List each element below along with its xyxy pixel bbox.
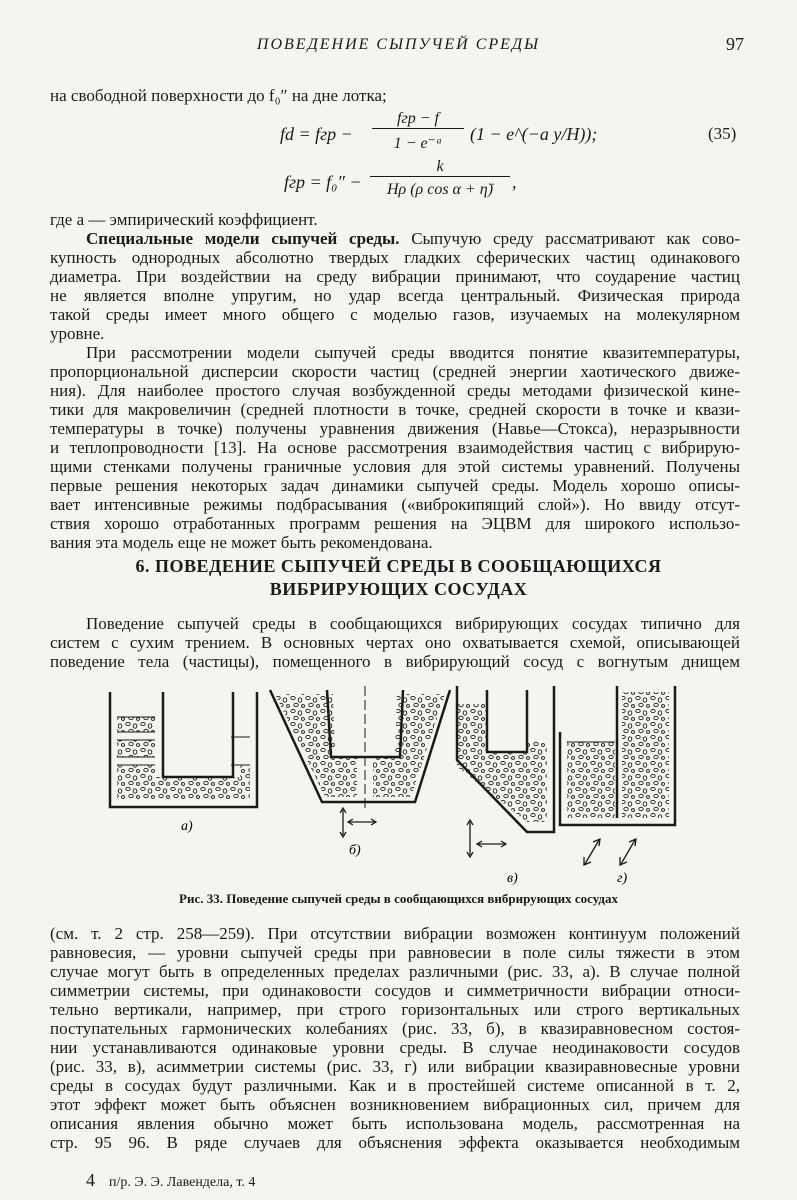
- para4-line-9: среды в сосудах будут различными. Как и в простейшей системе описанной в т. 2,: [50, 1076, 740, 1095]
- panel-a-label: а): [181, 819, 193, 834]
- panel-g-vessels: [560, 686, 675, 865]
- equation-1-tail: (1 − e^(−a y/H));: [470, 124, 598, 144]
- equation-2-tail: ,: [512, 172, 517, 192]
- para1-line-5: такой среды имеет много общего с моделью газов, изучаемых на молекулярном: [50, 305, 740, 324]
- para2-line-2: пропорциональной дисперсии скорости частиц (средней энергии хаотического движе-: [50, 362, 740, 381]
- figure-caption: Рис. 33. Поведение сыпучей среды в сообщающихся вибрирующих сосудах: [179, 891, 618, 906]
- intro-line: на свободной поверхности до f₀″ на дне лотка;: [50, 86, 387, 105]
- para2-line-3: ния). Для наиболее простого случая возбужденной среды методами физической кине-: [50, 381, 740, 400]
- signature-mark: 4: [86, 1170, 95, 1190]
- page-number: 97: [726, 34, 744, 54]
- para4-line-11: описания явления обычно может быть использована модель, рассмотренная на: [50, 1114, 740, 1133]
- para3-line-3: поведение тела (частицы), помещенного в вибрирующий сосуд с вогнутым днищем: [50, 652, 740, 671]
- para4-line-3: случае могут быть в определенных пределах различными (рис. 33, а). В случае полной: [50, 962, 740, 981]
- para2-line-4: тики для макровеличин (средней плотности в точке, средней скорости в точке и квази-: [50, 400, 740, 419]
- para1-bold-lead: Специальные модели сыпучей среды.: [86, 229, 400, 248]
- para4-line-10: этот эффект может быть объяснен возникновением вибрационных сил, причем для: [50, 1095, 740, 1114]
- where-line: где a — эмпирический коэффициент.: [50, 210, 318, 229]
- para2-line-10: ствия хорошо отработанных программ решения на ЭЦВМ для широкого использо-: [50, 514, 740, 533]
- footer-text: п/р. Э. Э. Лавендела, т. 4: [109, 1175, 256, 1190]
- panel-a-vessels: [110, 692, 257, 807]
- para4-line-7: нии устанавливаются одинаковые уровни среды. В случае неодинаковости сосудов: [50, 1038, 740, 1057]
- equation-2-numerator: k: [370, 158, 510, 177]
- equation-1-denominator: 1 − e⁻ᵃ: [393, 135, 443, 152]
- panel-g-label: г): [617, 871, 628, 886]
- running-title: ПОВЕДЕНИЕ СЫПУЧЕЙ СРЕДЫ: [256, 36, 541, 53]
- para3-line-2: систем с сухим трением. В основных чертах оно охватывается схемой, описывающей: [50, 633, 740, 652]
- para1-line-1-text: Сыпучую среду рассматривают как сово-: [399, 229, 740, 248]
- equation-2-denominator: Hρ (ρ cos α + η̈): [386, 181, 494, 198]
- para4-line-4: симметрии системы, при одинаковости сосудов и симметричности вибрации относи-: [50, 981, 740, 1000]
- para4-line-5: тельно вертикали, например, при строго горизонтальных или строго вертикальных: [50, 1000, 740, 1019]
- para2-line-7: щими стенками получены граничные условия для этой системы уравнений. Получены: [50, 457, 740, 476]
- figure-33-illustration: [95, 682, 695, 887]
- para1-line-6: уровне.: [50, 324, 105, 343]
- section-heading-line-2: ВИБРИРУЮЩИХ СОСУДАХ: [269, 579, 528, 599]
- para2-line-9: вает интенсивные режимы подбрасывания («виброкипящий слой»). Но ввиду отсут-: [50, 495, 740, 514]
- equation-2-lhs: fгр = f₀″ −: [284, 172, 362, 192]
- para1-line-3: диаметра. При воздействии на среду вибрации принимают, что соударение частиц: [50, 267, 740, 286]
- panel-v-vessels: [457, 686, 554, 857]
- para2-line-11: вания эта модель еще не может быть рекомендована.: [50, 533, 433, 552]
- para1-line-4: не является вполне упругим, но удар всегда центральный. Физическая природа: [50, 286, 740, 305]
- para2-line-8: первые решения некоторых задач динамики сыпучей среды. Модель хорошо описы-: [50, 476, 740, 495]
- para4-line-12: стр. 95 96. В ряде случаев для объяснения эффекта оказывается необходимым: [50, 1133, 740, 1152]
- para4-line-1: (см. т. 2 стр. 258—259). При отсутствии вибрации возможен континуум положений: [50, 924, 740, 943]
- para2-line-1: При рассмотрении модели сыпучей среды вводится понятие квазитемпературы,: [86, 343, 740, 362]
- para2-line-6: и теплопроводности [13]. На основе рассмотрения взаимодействия частиц с вибрирую-: [50, 438, 740, 457]
- para4-line-2: равновесия, — уровни сыпучей среды при равновесии в поле силы тяжести в этом: [50, 943, 740, 962]
- para1-line-1: [50, 229, 740, 249]
- equation-1-numerator: fгр − f: [372, 110, 464, 129]
- equation-1-lhs: fd = fгр −: [280, 124, 353, 144]
- para4-line-6: поступательных гармонических колебаниях (рис. 33, б), в квазиравновесном состоя-: [50, 1019, 740, 1038]
- panel-v-label: в): [507, 871, 518, 886]
- panel-b-vessels: [270, 686, 450, 837]
- para3-line-1: Поведение сыпучей среды в сообщающихся вибрирующих сосудах типично для: [86, 614, 740, 633]
- panel-b-label: б): [349, 843, 361, 858]
- equation-number: (35): [708, 124, 737, 143]
- para2-line-5: температуры в точке) получены уравнения движения (Навье—Стокса), неразрывности: [50, 419, 740, 438]
- section-heading-line-1: 6. ПОВЕДЕНИЕ СЫПУЧЕЙ СРЕДЫ В СООБЩАЮЩИХСЯ: [135, 556, 662, 576]
- footer: [86, 1170, 255, 1191]
- para1-line-2: купность однородных абсолютно твердых гладких сферических частиц одинакового: [50, 248, 740, 267]
- para4-line-8: (рис. 33, в), асимметрии системы (рис. 33, г) или вибрации квазиравновесные уровни: [50, 1057, 740, 1076]
